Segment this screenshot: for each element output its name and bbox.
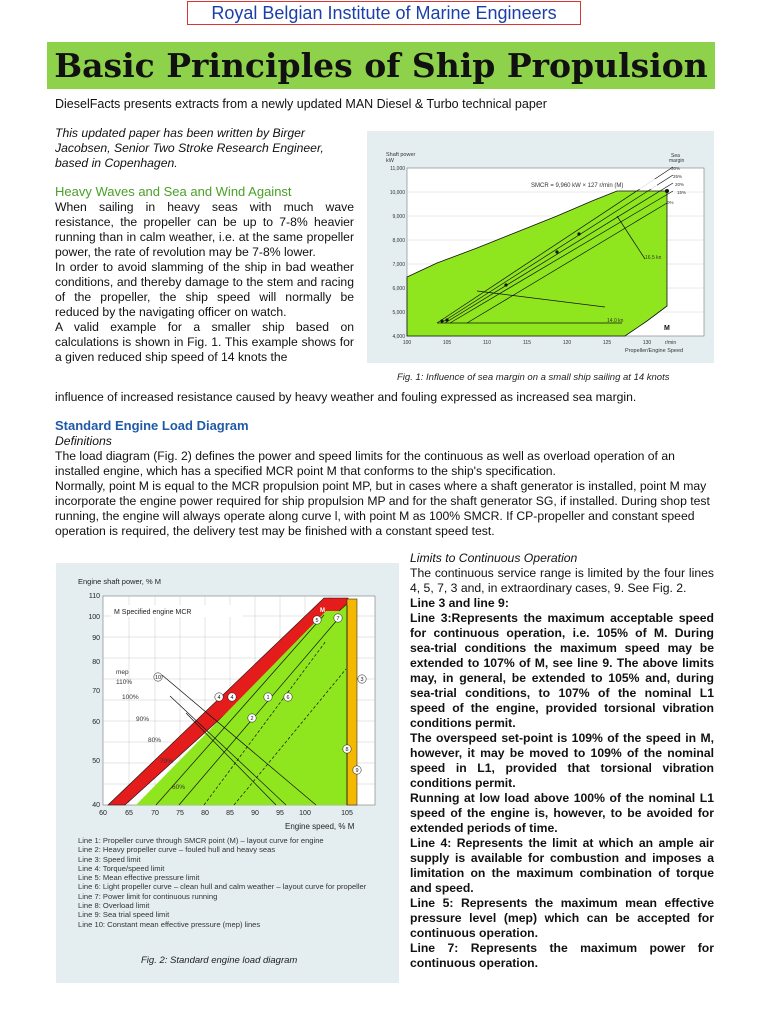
fig2-line-marker: 1 xyxy=(266,695,270,701)
fig1-xtick: 115 xyxy=(523,340,531,346)
fig2-mep-value: 70% xyxy=(160,758,174,765)
fig2-xtick: 60 xyxy=(99,810,107,817)
fig1-x-unit: r/min xyxy=(665,340,677,346)
fig1-speed-label: 14.0 kn xyxy=(607,318,624,324)
fig1-ytick: 8,000 xyxy=(392,238,405,244)
fig2-legend-item: Line 1: Propeller curve through SMCR point (M) – layout curve for engine xyxy=(78,836,324,845)
fig2-xtick: 65 xyxy=(125,810,133,817)
paragraph: The load diagram (Fig. 2) defines the power and speed limits for the continuous as well as overload operation of an installed engine, which has a specified MCR point M that conforms to the ship's specification. xyxy=(55,449,675,478)
paragraph: Line 4: Represents the limit at which an ample air supply is available for combustion and imposes a limitation on the maximum combination of torque and speed. xyxy=(410,836,714,895)
paragraph: Line 3:Represents the maximum acceptable speed for continuous operation, i.e. 105% of M. During sea-trial conditions the maximum speed may be extended to 107% of M, see line 9. The above limits may, in general, be extended to 105% and, during sea-trial conditions, to 107% of the nominal L1 speed of the engine, provided torsional vibration conditions permit. xyxy=(410,611,714,730)
fig2-legend xyxy=(78,836,393,929)
fig2-legend-item: Line 3: Speed limit xyxy=(78,854,141,864)
fig2-line-marker: 6 xyxy=(286,695,290,701)
paragraph: Normally, point M is equal to the MCR propulsion point MP, but in cases where a shaft generator is installed, point M may incorporate the engine power required for ship propulsion MP and for the shaft generator SG, if installed. During shop test running, the engine will always operate along curve l, with point M as 100% SMCR. If CP-propeller and constant speed operation is required, the delivery test may be finished with a constant speed test. xyxy=(55,479,710,538)
fig2-line-marker: 5 xyxy=(315,618,319,624)
fig2-mep-value: 60% xyxy=(172,784,186,791)
figure-2 xyxy=(56,563,399,983)
fig1-xtick: 100 xyxy=(402,340,412,346)
fig2-line-marker: 10 xyxy=(154,675,162,681)
right-column-heading: Limits to Continuous Operation xyxy=(410,551,578,565)
fig1-xtick: 120 xyxy=(562,340,572,346)
fig2-ytick: 70 xyxy=(92,688,100,695)
fig2-mep-value: 110% xyxy=(116,679,133,686)
fig2-xtick: 105 xyxy=(341,810,353,817)
paragraph-heading: Line 3 and line 9: xyxy=(410,596,509,610)
fig1-caption: Fig. 1: Influence of sea margin on a small ship sailing at 14 knots xyxy=(397,372,670,383)
fig2-legend-item: Line 7: Power limit for continuous running xyxy=(78,891,218,901)
fig2-ytick: 60 xyxy=(92,719,100,726)
fig2-line-marker: 2 xyxy=(250,716,254,722)
fig1-ytick: 10,000 xyxy=(389,190,405,196)
section-heading-load-diagram: Standard Engine Load Diagram xyxy=(55,418,249,433)
fig1-margin-label: 25% xyxy=(673,174,683,179)
fig2-xtick: 90 xyxy=(251,810,259,817)
paragraph: In order to avoid slamming of the ship in bad weather conditions, and thereby damage to the stem and racing of the propeller, the ship speed will normally be reduced by the navigating officer on watch. xyxy=(55,260,354,319)
intro-line: DieselFacts presents extracts from a newly updated MAN Diesel & Turbo technical paper xyxy=(55,97,547,111)
section1-body xyxy=(55,200,354,365)
fig1-sea-margin-label: margin xyxy=(669,158,685,164)
author-note-line: based in Copenhagen. xyxy=(55,156,178,170)
fig2-mep-value: 80% xyxy=(148,737,162,744)
fig1-ytick: 4,000 xyxy=(392,334,405,340)
fig2-line-marker: 7 xyxy=(336,616,340,622)
fig2-line-marker: 9 xyxy=(355,768,359,774)
fig2-mcr-note: M Specified engine MCR xyxy=(114,609,192,616)
fig2-caption: Fig. 2: Standard engine load diagram xyxy=(141,955,298,966)
fig2-y-ticks xyxy=(88,593,100,809)
fig2-mep-value: 100% xyxy=(122,694,139,701)
fig1-ylabel-unit: kW xyxy=(386,158,394,164)
paragraph: When sailing in heavy seas with much wave resistance, the propeller can be up to 7-8% heavier running than in calm weather, i.e. at the same propeller power, the rate of revolution may be 7-8% lower. xyxy=(55,200,354,259)
author-note-line: This updated paper has been written by Birger xyxy=(55,126,305,140)
fig1-speed-label: 16.5 kn xyxy=(645,255,662,261)
fig1-sea-margin-label: Sea xyxy=(671,153,680,159)
fig2-legend-item: Line 9: Sea trial speed limit xyxy=(78,910,170,920)
fig1-ytick: 11,000 xyxy=(390,166,405,172)
fig2-legend-item: Line 2: Heavy propeller curve – fouled hull and heavy seas xyxy=(78,845,276,855)
fig2-xtick: 85 xyxy=(226,810,234,817)
page-title: Basic Principles of Ship Propulsion xyxy=(54,46,708,85)
fig2-ytick: 100 xyxy=(88,614,100,621)
section2-body xyxy=(55,449,715,539)
fig2-xtick: 75 xyxy=(176,810,184,817)
section-heading-heavy-waves: Heavy Waves and Sea and Wind Against xyxy=(55,184,292,199)
fig1-xlabel: Propeller/Engine Speed xyxy=(625,348,684,354)
fig2-line-marker: 3 xyxy=(360,677,364,683)
fig2-legend-item: Line 8: Overload limit xyxy=(78,901,150,911)
fig1-xtick: 105 xyxy=(442,340,452,346)
fig1-smcr-label: SMCR = 9,960 kW × 127 r/min (M) xyxy=(531,183,624,189)
paragraph: The continuous service range is limited by the four lines 4, 5, 7, 3 and, in extraordinary cases, 9. See Fig. 2. xyxy=(410,566,714,595)
right-column-body xyxy=(410,566,714,971)
fig2-ylabel: Engine shaft power, % M xyxy=(78,577,161,586)
fig2-legend-item: Line 5: Mean effective pressure limit xyxy=(78,873,200,883)
paragraph: Line 7: Represents the maximum power for continuous operation. xyxy=(410,941,714,970)
fig1-xtick: 130 xyxy=(642,340,652,346)
fig2-ytick: 90 xyxy=(92,635,100,642)
fig2-xtick: 95 xyxy=(276,810,284,817)
fig1-chart xyxy=(367,131,714,363)
fig1-margin-label: 20% xyxy=(675,182,685,187)
fig1-margin-label: 0% xyxy=(667,200,674,205)
fig1-point-m: M xyxy=(664,325,670,332)
fig1-margin-label: 15% xyxy=(677,190,687,195)
fig2-line-marker: 8 xyxy=(345,747,349,753)
fig1-ytick: 6,000 xyxy=(392,286,405,292)
fig2-xlabel: Engine speed, % M xyxy=(285,822,355,831)
paragraph: Running at low load above 100% of the nominal L1 speed of the engine is, however, to be avoided for extended periods of time. xyxy=(410,791,714,835)
fig1-xtick: 110 xyxy=(483,340,491,346)
fig1-ylabel: Shaft power xyxy=(386,152,416,158)
fig1-xtick: 125 xyxy=(602,340,612,346)
section-subheading: Definitions xyxy=(55,434,112,448)
fig1-ytick: 5,000 xyxy=(392,310,405,316)
fig2-xtick: 70 xyxy=(151,810,159,817)
fig2-ytick: 80 xyxy=(92,659,100,666)
fig2-legend-item: Line 4: Torque/speed limit xyxy=(78,863,165,873)
fig2-xtick: 100 xyxy=(299,810,311,817)
organization-header: Royal Belgian Institute of Marine Engineers xyxy=(187,1,581,25)
fig1-ytick: 7,000 xyxy=(392,262,405,268)
fig2-legend-item: Line 6: Light propeller curve – clean hull and calm weather – layout curve for propeller xyxy=(78,882,367,892)
fig1-ytick: 9,000 xyxy=(392,214,405,220)
fig1-y-ticks xyxy=(390,166,406,340)
fig2-ytick: 40 xyxy=(92,802,100,809)
fig2-x-ticks xyxy=(99,810,353,817)
fig2-mep-value: 90% xyxy=(136,716,150,723)
paragraph: A valid example for a smaller ship based on calculations is shown in Fig. 1. This example shows for a given reduced ship speed of 14 knots the xyxy=(55,320,354,364)
fig2-ytick: 110 xyxy=(88,593,100,600)
fig1-x-ticks xyxy=(403,340,652,346)
paragraph: Line 5: Represents the maximum mean effective pressure level (mep) which can be accepted for continuous operation. xyxy=(410,896,714,940)
fig2-line-marker: 4 xyxy=(217,695,221,701)
fig2-ytick: 50 xyxy=(92,758,100,765)
figure-1 xyxy=(367,131,714,363)
fig2-mep-label: mep xyxy=(116,669,129,676)
author-note-line: Jacobsen, Senior Two Stroke Research Engineer, xyxy=(55,141,324,155)
fig2-legend-item: Line 10: Constant mean effective pressure (mep) lines xyxy=(78,919,261,929)
fig2-line-marker: 4 xyxy=(230,695,234,701)
fig1-margin-label: 30% xyxy=(671,166,681,171)
paragraph: influence of increased resistance caused by heavy weather and fouling expressed as increased sea margin. xyxy=(55,390,637,404)
fig2-xtick: 80 xyxy=(201,810,209,817)
fig2-point-m: M xyxy=(320,608,325,614)
paragraph: The overspeed set-point is 109% of the speed in M, however, it may be moved to 109% of the nominal speed in L1, provided that torsional vibration conditions permit. xyxy=(410,731,714,790)
author-note xyxy=(55,126,360,171)
